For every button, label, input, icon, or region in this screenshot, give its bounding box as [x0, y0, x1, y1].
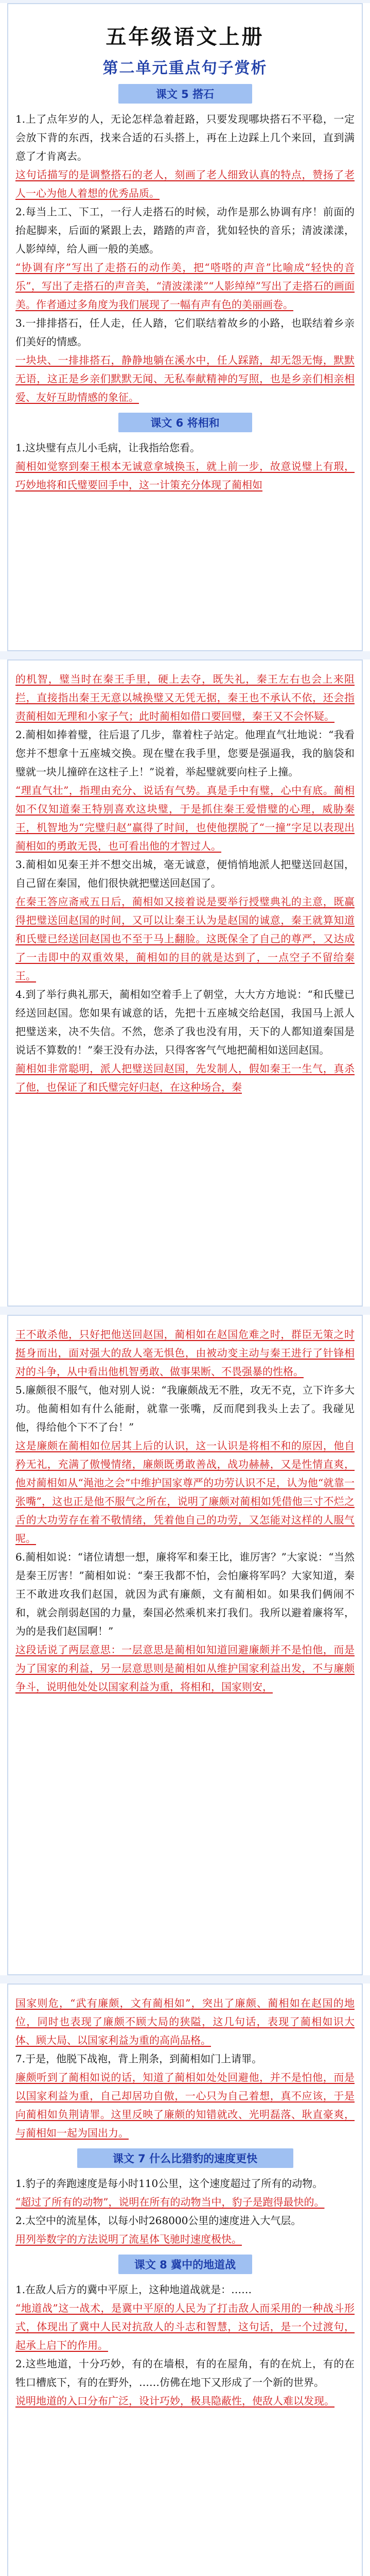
analysis-paragraph: “地道战”这一战术，是冀中平原的人民为了打击敌人而采用的一种战斗形式，体现出了冀中人民对抗敌人的斗志和智慧，这句话，是一个过渡句，起承上启下的作用。 — [15, 2302, 355, 2351]
paragraph: 7.于是，他脱下战袍，背上荆条，到蔺相如门上请罪。 — [15, 2053, 262, 2065]
paragraph: 6.蔺相如说：“诸位请想一想，廉将军和秦王比，谁厉害？”大家说：“当然是秦王厉害！”蔺相如说：“秦王我都不怕，会怕廉将军吗？大家知道，秦王不敢进攻我们赵国，就因为武有廉颇，文有蔺相如。如果我们俩闹不和，就会削弱赵国的力量，秦国必然乘机来打我们。我所以避着廉将军，为的是我们赵国啊！” — [15, 1551, 355, 1637]
paragraph: 1.这块璧有点儿小毛病，让我指给您看。 — [15, 442, 201, 454]
analysis-paragraph: 蔺相如非常聪明，派人把璧送回赵国，先发制人，假如秦王一生气，真杀了他，也保证了和氏璧完好归赵，在这种场合，秦 — [15, 1062, 355, 1093]
analysis-paragraph: 国家则危，“武有廉颇，文有蔺相如”，突出了廉颇、蔺相如在赵国的地位，同时也表现了廉颇不顾大局的狭隘，这几句话，表现了蔺相如识大体、顾大局、以国家利益为重的高尚品格。 — [15, 1997, 355, 2046]
panel-2 — [7, 659, 363, 1307]
analysis-paragraph: 一块块、一排排搭石，静静地躺在溪水中，任人踩踏，却无怨无悔，默默无语，这正是乡亲们默默无闻、无私奉献精神的写照，也是乡亲们相亲相爱、友好互助情感的象征。 — [15, 354, 355, 403]
analysis-paragraph: 这句话描写的是调整搭石的老人，刻画了老人细致认真的特点，赞扬了老人一心为他人着想的优秀品质。 — [15, 168, 355, 199]
lesson-heading: 课文 7 什么比猎豹的速度更快 — [77, 2148, 293, 2168]
paragraph: 1.豹子的奔跑速度是每小时110公里，这个速度超过了所有的动物。 — [15, 2177, 323, 2190]
lesson-heading: 课文 6 将相和 — [118, 413, 252, 432]
spacer — [0, 651, 370, 659]
paragraph: 1.上了点年岁的人，无论怎样急着赶路，只要发现哪块搭石不平稳，一定会放下背的东西，找来合适的石头搭上，再在上边踩上几个来回，直到满意了才肯离去。 — [15, 113, 355, 162]
paragraph: 3.一排排搭石，任人走，任人踏，它们联结着故乡的小路，也联结着乡亲们美好的情感。 — [15, 317, 355, 348]
analysis-paragraph: 廉颇听到了蔺相如说的话，知道了蔺相如处处回避他，并不是怕他，而是以国家利益为重，自己却居功自傲，一心只为自己着想，真不应该，于是向蔺相如负荆请罪。这里反映了廉颇的知错就改、光明磊落、耿直豪爽，与蔺相如一起为国出力。 — [15, 2071, 355, 2139]
analysis-paragraph: 的机智，璧当时在秦王手里，硬上去夺，既失礼，秦王左右也会上来阻拦，直接指出秦王无意以城换璧又无凭无据，秦王也不承认不依，还会指责蔺相如无理和小家子气；此时蔺相如借口要回璧，秦王又不会怀疑。 — [15, 673, 355, 722]
paragraph: 1.在敌人后方的冀中平原上，这种地道战就是：…… — [15, 2283, 252, 2296]
analysis-paragraph: “理直气壮”，指理由充分、说话有气势。真是手中有璧，心中有底。蔺相如不仅知道秦王特别喜欢这块璧，于是抓住秦王爱惜璧的心理，威胁秦王，机智地为“完璧归赵”赢得了时间，也使他摆脱了“一撞”字足以表现出蔺相如的勇敢无畏，也可看出他的才智过人。 — [15, 784, 355, 852]
spacer — [0, 1975, 370, 1984]
spacer — [0, 1307, 370, 1315]
panel-4 — [7, 1984, 363, 2576]
paragraph: 2.这些地道，十分巧妙，有的在墙根，有的在屋角，有的在炕上，有的在牲口槽底下，有的在野外，……仿佛在地下又形成了一个新的世界。 — [15, 2358, 355, 2388]
paragraph: 2.蔺相如捧着璧，往后退了几步，靠着柱子站定。他理直气壮地说：“我看您并不想拿十五座城交换。现在璧在我手里，您要是强逼我，我的脑袋和璧就一块儿撞碎在这柱子上！”说着，举起璧就要向柱子上撞。 — [15, 728, 355, 778]
page-subtitle: 第二单元重点句子赏析 — [102, 59, 268, 77]
analysis-paragraph: 这是廉颇在蔺相如位居其上后的认识，这一认识是将相不和的原因，他自矜无礼，充满了傲慢情绪，廉颇既勇敢善战，战功赫赫，又是性情直爽，他对蔺相如从“渑池之会”中维护国家尊严的功劳认识不足，认为他“就靠一张嘴”，这也正是他不服气之所在，说明了廉颇对蔺相如凭借他三寸不烂之舌的大功劳存在着不敬情绪，凭着他自己的功劳，又怎能对这样的人服气呢。 — [15, 1439, 355, 1545]
panel-3 — [7, 1315, 363, 1975]
paragraph: 4.到了举行典礼那天，蔺相如空着手上了朝堂，大大方方地说：“和氏璧已经送回赵国。您如果有诚意的话，先把十五座城交给赵国，我国马上派人把璧送来，决不失信。不然，您杀了我也没有用，天下的人都知道秦国是说话不算数的！”秦王没有办法，只得客客气气地把蔺相如送回赵国。 — [15, 988, 355, 1056]
paragraph: 3.蔺相如见秦王并不想交出城，毫无诚意，便悄悄地派人把璧送回赵国，自己留在秦国，他们很快就把璧送回赵国了。 — [15, 858, 355, 889]
lesson-heading: 课文 8 冀中的地道战 — [118, 2255, 252, 2274]
analysis-paragraph: 这段话说了两层意思：一层意思是蔺相如知道回避廉颇并不是怕他，而是为了国家的利益，另一层意思则是蔺相如从维护国家利益出发，不与廉颇争斗，说明他处处以国家利益为重，将相和，国家则安， — [15, 1643, 355, 1693]
panel-1 — [7, 3, 363, 651]
paragraph: 2.太空中的流星体，以每小时268000公里的速度进入大气层。 — [15, 2214, 302, 2227]
page-title: 五年级语文上册 — [105, 25, 265, 49]
analysis-paragraph: 蔺相如觉察到秦王根本无诚意拿城换玉，就上前一步，故意说璧上有瑕，巧妙地将和氏璧要回手中，这一计策充分体现了蔺相如 — [15, 460, 355, 491]
analysis-paragraph: 在秦王答应斋戒五日后，蔺相如又接着说是要举行授璧典礼的主意，既赢得把璧送回赵国的时间，又可以让秦王认为是赵国的诚意，秦王就算知道和氏璧已经送回赵国也不至于马上翻脸。这既保全了自己的尊严，又达成了一击即中的双重效果，蔺相如的目的就是达到了，一点空子不留给秦王。 — [15, 895, 355, 982]
lesson-heading: 课文 5 搭石 — [118, 84, 252, 104]
analysis-paragraph: “协调有序”写出了走搭石的动作美，把“嗒嗒的声音”比喻成“轻快的音乐”，写出了走搭石的声音美，“清波漾漾”“人影绰绰”写出了走搭石的画面美。作者通过多角度为我们展现了一幅有声有色的美丽画卷。 — [15, 261, 355, 311]
analysis-paragraph: 王不敢杀他，只好把他送回赵国，蔺相如在赵国危难之时，群臣无策之时挺身而出，面对强大的敌人毫无惧色，由被动变主动与秦王进行了针锋相对的斗争，从中看出他机智勇敢、做事果断、不畏强暴的性格。 — [15, 1328, 355, 1378]
analysis-paragraph: 用列举数字的方法说明了流星体飞驰时速度极快。 — [15, 2233, 242, 2245]
paragraph: 5.廉颇很不服气，他对别人说：“我廉颇战无不胜，攻无不克，立下许多大功。他蔺相如有什么能耐，就靠一张嘴，反而爬到我头上去了。我碰见他，得给他个下不了台！” — [15, 1384, 355, 1433]
analysis-paragraph: “超过了所有的动物”，说明在所有的动物当中，豹子是跑得最快的。 — [15, 2196, 325, 2208]
paragraph: 2.每当上工、下工，一行人走搭石的时候，动作是那么协调有序！前面的抬起脚来，后面的紧跟上去，踏踏的声音，犹如轻快的音乐；清波漾漾，人影绰绰，给人画一般的美感。 — [15, 206, 355, 255]
analysis-paragraph: 说明地道的入口分布广泛，设计巧妙，极具隐蔽性，使敌人难以发现。 — [15, 2395, 334, 2407]
